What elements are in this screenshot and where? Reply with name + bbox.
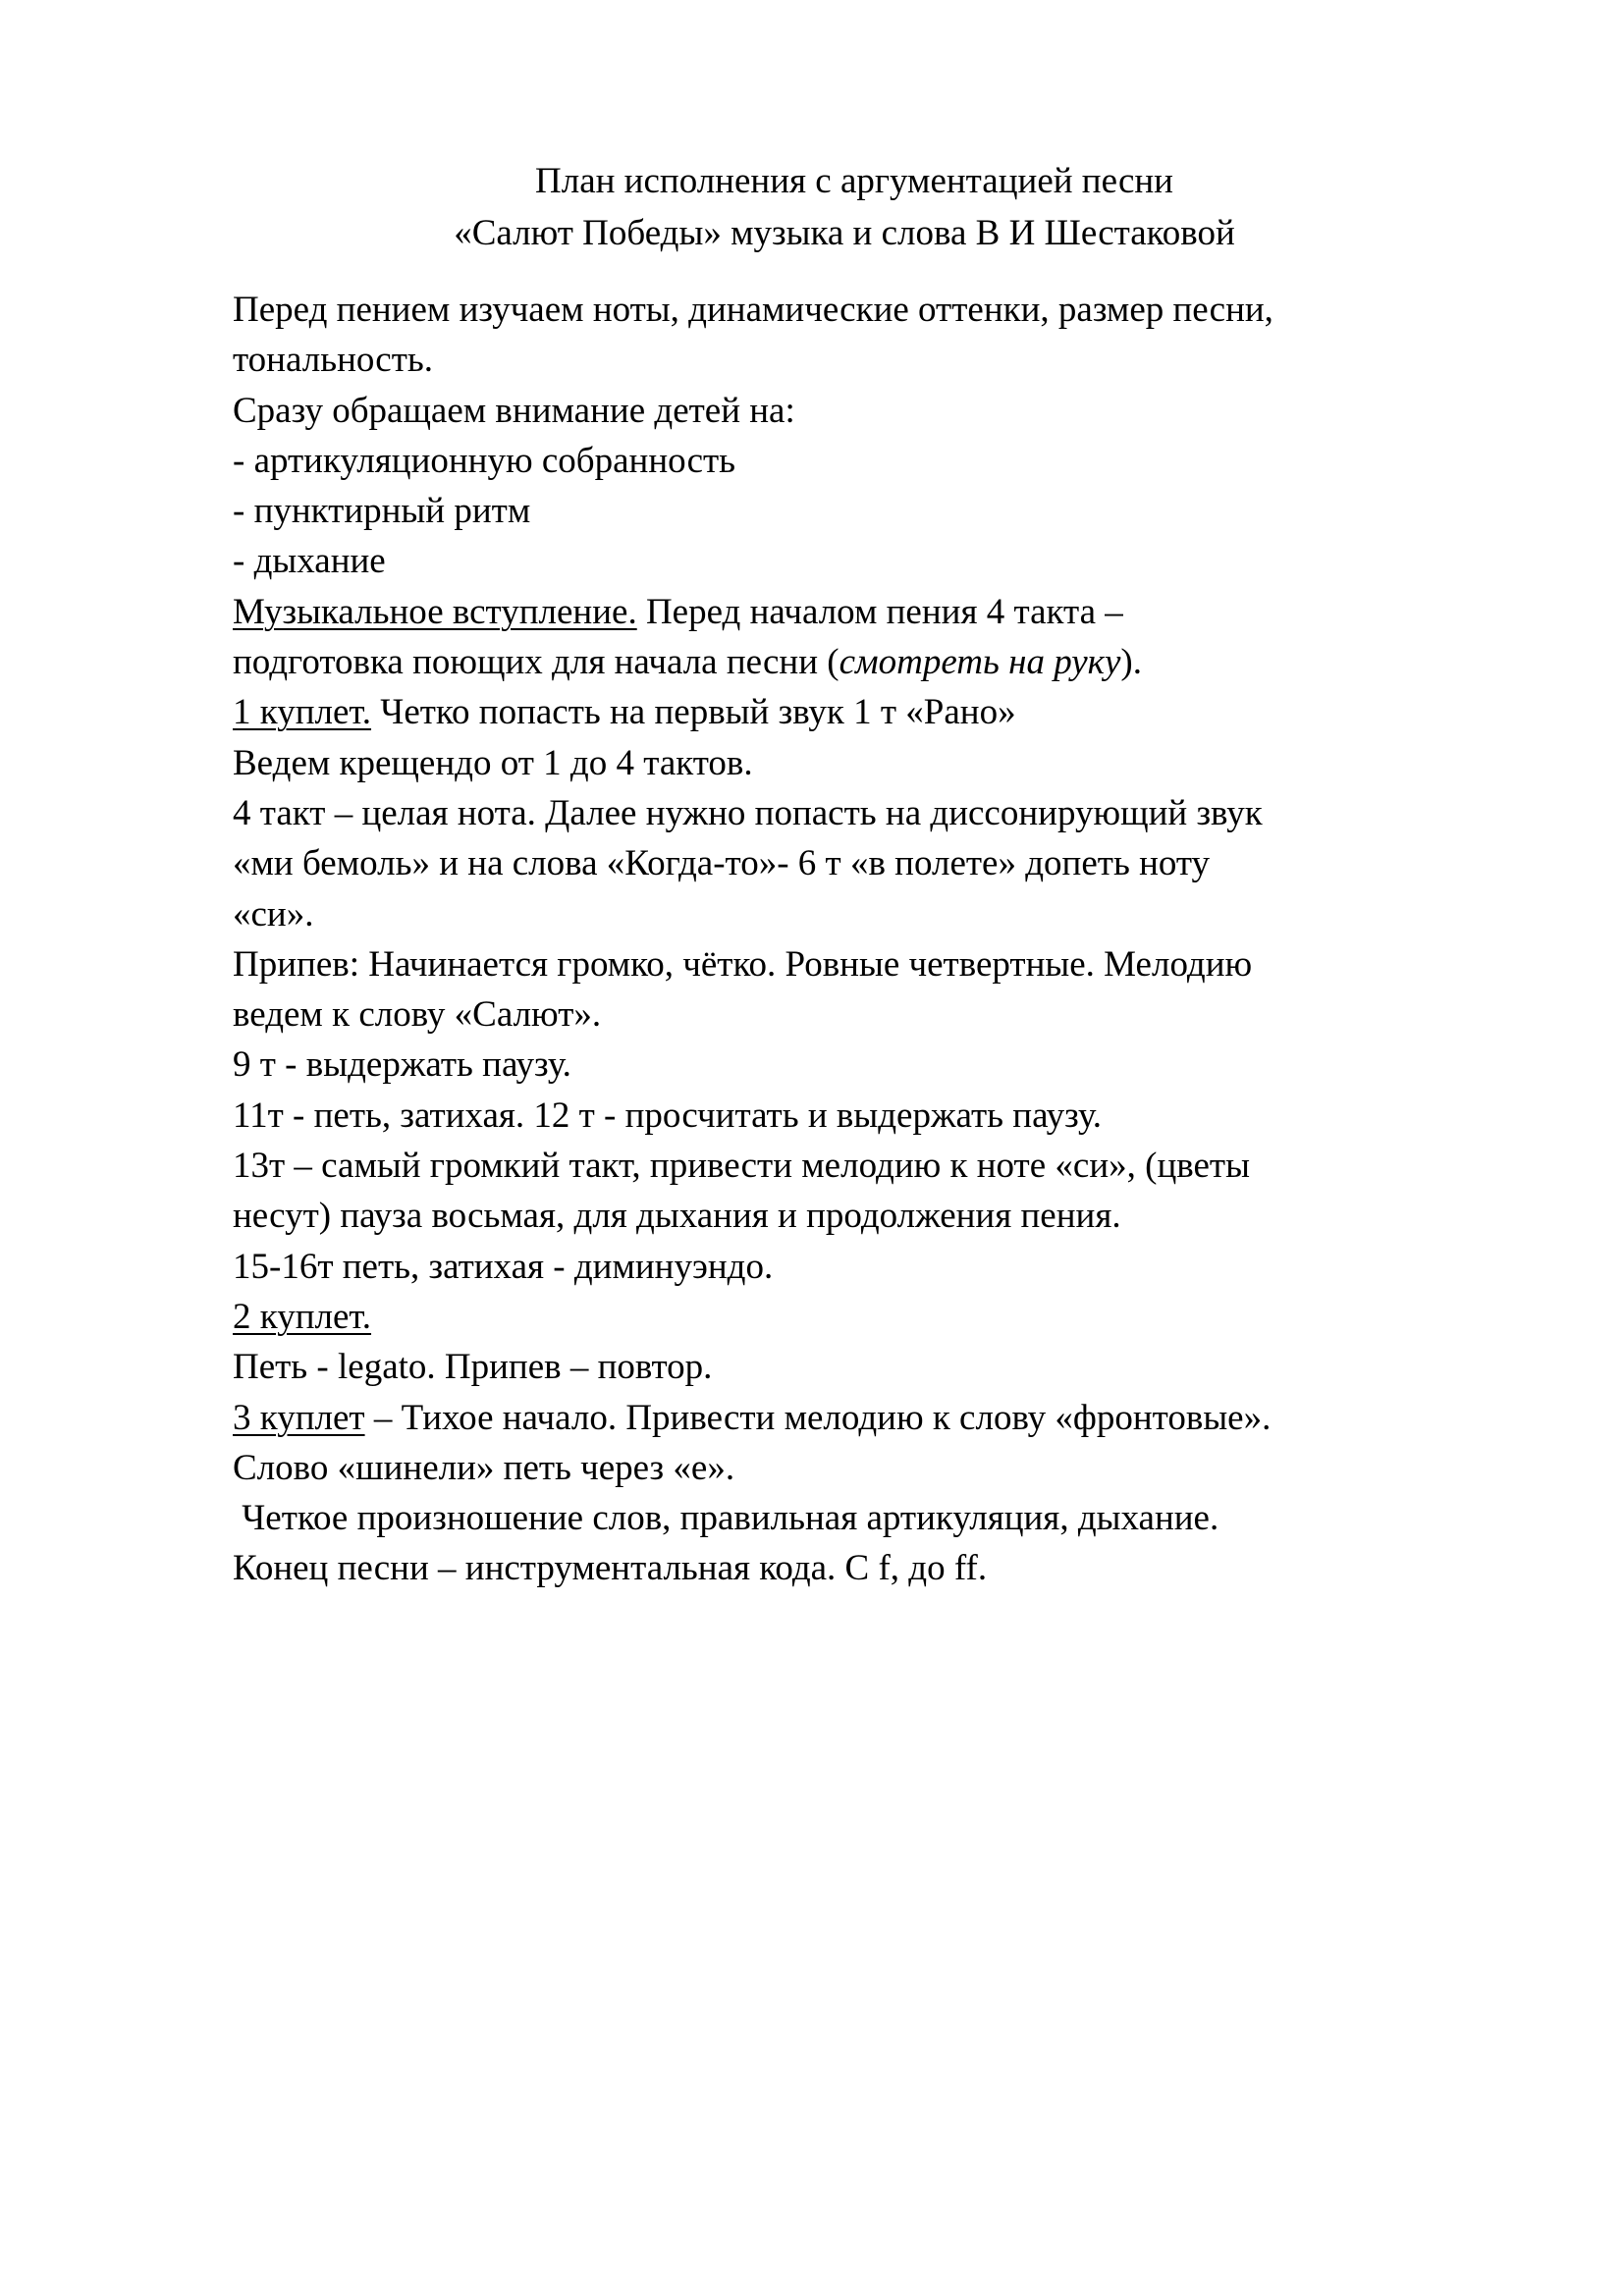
list-item-rhythm: - пунктирный ритм: [233, 491, 531, 532]
section-heading-verse-1: 1 куплет.: [233, 692, 372, 733]
body-line: 4 такт – целая нота. Далее нужно попасть на диссонирующий звук: [233, 792, 1263, 833]
section-heading-verse-2: 2 куплет.: [233, 1296, 372, 1337]
body-line: тональность.: [233, 340, 434, 381]
body-line: Конец песни – инструментальная кода. С f, до ff.: [233, 1548, 988, 1589]
document-body: [233, 285, 1529, 1594]
title-line-2: «Салют Победы» музыка и слова В И Шестаковой: [454, 213, 1235, 253]
body-line: [233, 1393, 1529, 1443]
body-line: Припев: Начинается громко, чётко. Ровные четвертные. Мелодию: [233, 943, 1253, 985]
italic-note: смотреть на руку: [839, 642, 1121, 683]
section-heading-verse-3: 3 куплет: [233, 1397, 365, 1438]
body-text: Перед началом пения 4 такта –: [636, 591, 1123, 632]
title-line-1: План исполнения с аргументацией песни: [535, 161, 1173, 201]
section-heading-intro: Музыкальное вступление.: [233, 591, 637, 632]
body-text: ).: [1120, 642, 1142, 683]
body-line: 11т - петь, затихая. 12 т - просчитать и выдержать паузу.: [233, 1095, 1103, 1136]
body-text: подготовка поющих для начала песни (: [233, 642, 839, 683]
body-line: «ми бемоль» и на слова «Когда-то»- 6 т «в полете» допеть ноту: [233, 843, 1211, 884]
body-text: – Тихое начало. Привести мелодию к слову «фронтовые».: [364, 1397, 1272, 1438]
body-line: Слово «шинели» петь через «е».: [233, 1447, 735, 1488]
body-line: [233, 687, 1529, 737]
list-item-breathing: - дыхание: [233, 541, 386, 582]
document-title: [295, 155, 1394, 259]
body-line: 9 т - выдержать паузу.: [233, 1044, 571, 1086]
body-line: ведем к слову «Салют».: [233, 994, 602, 1036]
body-line: [233, 637, 1529, 687]
body-line: несут) пауза восьмая, для дыхания и продолжения пения.: [233, 1196, 1121, 1237]
body-line: Четкое произношение слов, правильная артикуляция, дыхание.: [233, 1498, 1219, 1539]
body-line: «си».: [233, 893, 314, 934]
body-line: Перед пением изучаем ноты, динамические оттенки, размер песни,: [233, 290, 1273, 330]
body-text: Четко попасть на первый звук 1 т «Рано»: [371, 692, 1016, 733]
body-line: [233, 587, 1529, 637]
body-line: Сразу обращаем внимание детей на:: [233, 390, 795, 431]
list-item-articulation: - артикуляционную собранность: [233, 440, 736, 481]
body-line: [233, 1292, 1529, 1342]
body-line: Ведем крещендо от 1 до 4 тактов.: [233, 742, 753, 783]
body-line: 13т – самый громкий такт, привести мелодию к ноте «си», (цветы: [233, 1146, 1250, 1187]
body-line: Петь - legato. Припев – повтор.: [233, 1347, 713, 1388]
body-line: 15-16т петь, затихая - диминуэндо.: [233, 1246, 774, 1287]
